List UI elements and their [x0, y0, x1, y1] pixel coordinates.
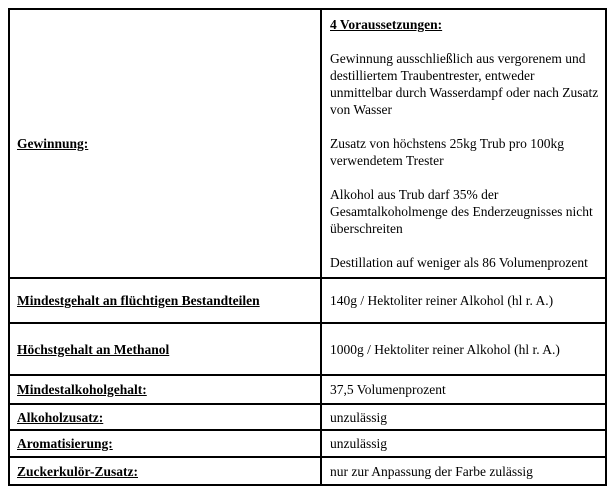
value-cell: 37,5 Volumenprozent — [321, 375, 606, 404]
value-cell: unzulässig — [321, 430, 606, 457]
label-cell-gewinnung — [9, 9, 321, 278]
value-heading: 4 Voraussetzungen: — [330, 17, 443, 32]
table-row-aromatisierung — [9, 430, 606, 457]
label-cell — [9, 457, 321, 485]
row-label: Aromatisierung: — [17, 436, 113, 451]
row-label: Alkoholzusatz: — [17, 409, 104, 425]
value-paragraph: Zusatz von höchstens 25kg Trub pro 100kg verwendetem Trester — [330, 136, 564, 168]
table-row-zuckerkuloer — [9, 457, 606, 485]
row-label: Zuckerkulör-Zusatz: — [17, 463, 138, 479]
value-cell: unzulässig — [321, 404, 606, 430]
label-cell — [9, 375, 321, 404]
value-paragraph: Gewinnung ausschließlich aus vergorenem und destilliertem Traubentrester, entweder unmittelbar durch Wasserdampf oder nach Zusatz von Wasser — [330, 51, 599, 117]
table-row-mindestalkoholgehalt — [9, 375, 606, 404]
table-row-fluechtige-bestandteile — [9, 278, 606, 323]
value-cell: 140g / Hektoliter reiner Alkohol (hl r. A.) — [321, 278, 606, 323]
value-paragraph: Alkohol aus Trub darf 35% der Gesamtalkoholmenge des Enderzeugnisses nicht überschreiten — [330, 187, 593, 236]
label-cell — [9, 430, 321, 457]
row-label: Höchstgehalt an Methanol — [17, 341, 170, 357]
table-row-alkoholzusatz — [9, 404, 606, 430]
value-cell: 1000g / Hektoliter reiner Alkohol (hl r. A.) — [321, 323, 606, 375]
label-cell — [9, 278, 321, 323]
label-cell — [9, 323, 321, 375]
row-label: Mindestalkoholgehalt: — [17, 382, 147, 397]
value-cell: nur zur Anpassung der Farbe zulässig — [321, 457, 606, 485]
value-paragraph: Destillation auf weniger als 86 Volumenprozent — [330, 255, 588, 270]
spec-table — [8, 8, 607, 486]
row-label: Mindestgehalt an flüchtigen Bestandteilen — [17, 293, 260, 308]
table-row-gewinnung — [9, 9, 606, 278]
value-cell-gewinnung — [321, 9, 606, 278]
row-label: Gewinnung: — [17, 136, 89, 151]
label-cell — [9, 404, 321, 430]
table-row-methanol — [9, 323, 606, 375]
